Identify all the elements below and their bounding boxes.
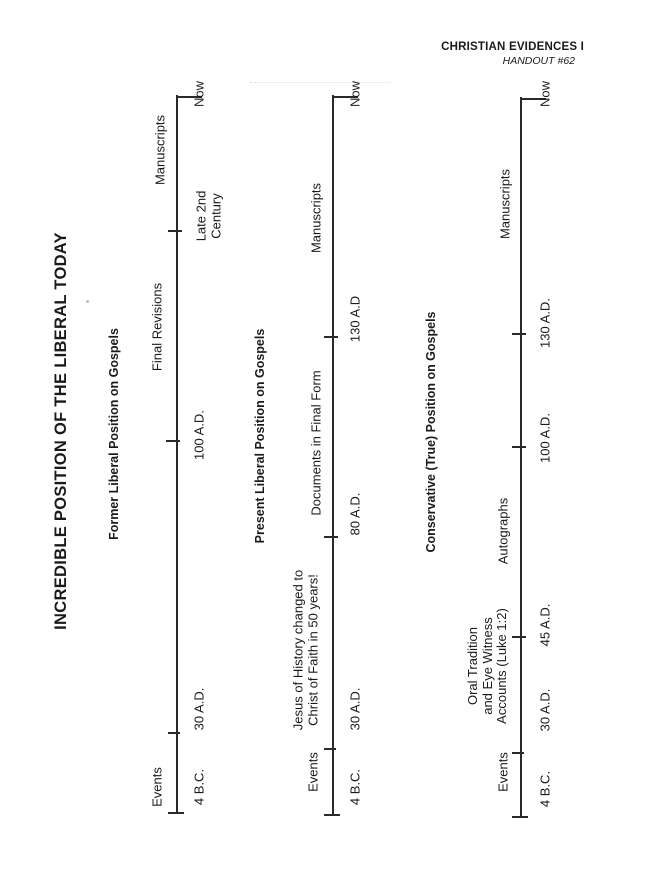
date-label: 130 A.D: [347, 295, 363, 343]
paper-speck: [86, 300, 89, 303]
date-label: 100 A.D.: [537, 413, 553, 463]
timeline-tick: [168, 732, 180, 734]
phase-label-events: Events: [149, 767, 165, 807]
phase-label-documents-final-form: Documents in Final Form: [308, 370, 324, 516]
date-label: 100 A.D.: [191, 410, 207, 460]
timeline-axis: [332, 95, 334, 815]
timeline-tick: [324, 336, 338, 338]
date-label: 30 A.D.: [347, 687, 363, 731]
timeline-tick: [324, 748, 336, 750]
date-label: 30 A.D.: [537, 688, 553, 732]
phase-label-manuscripts: Manuscripts: [152, 114, 168, 186]
date-label: Late 2nd Century: [193, 190, 223, 242]
timeline-tick: [166, 440, 180, 442]
date-label: 4 B.C.: [191, 768, 207, 806]
date-label: 30 A.D.: [191, 687, 207, 731]
page-title: INCREDIBLE POSITION OF THE LIBERAL TODAY: [51, 232, 70, 630]
phase-label-events: Events: [305, 752, 321, 792]
timeline-tick: [324, 536, 338, 538]
phase-label-autographs: Autographs: [495, 497, 511, 565]
date-label: 80 A.D.: [347, 492, 363, 536]
faint-stamp-mark: [250, 68, 390, 83]
timeline-tick: [512, 752, 524, 754]
timeline-tick: [324, 814, 340, 816]
section-heading-former-liberal: Former Liberal Position on Gospels: [107, 328, 121, 540]
phase-label-oral-tradition: Oral Tradition and Eye Witness Accounts (Luke 1:2): [465, 608, 510, 724]
date-label: 4 B.C.: [347, 768, 363, 806]
handout-number: HANDOUT #62: [502, 55, 575, 67]
date-label: Now: [347, 80, 363, 108]
timeline-tick: [168, 230, 182, 232]
timeline-tick: [512, 446, 526, 448]
timeline-axis: [176, 95, 178, 813]
timeline-tick: [512, 333, 526, 335]
date-label: 130 A.D.: [537, 298, 553, 348]
section-heading-conservative: Conservative (True) Position on Gospels: [424, 311, 438, 553]
date-label: Now: [537, 80, 553, 108]
date-label: Now: [191, 80, 207, 108]
timeline-tick: [168, 812, 184, 814]
phase-label-events: Events: [495, 752, 511, 792]
phase-label-change-claim: Jesus of History changed to Christ of Faith in 50 years!: [290, 569, 320, 731]
timeline-tick: [512, 816, 528, 818]
date-label: 4 B.C.: [537, 770, 553, 808]
phase-label-manuscripts: Manuscripts: [497, 168, 513, 240]
phase-label-final-revisions: Final Revisions: [149, 282, 165, 372]
timeline-tick: [512, 636, 526, 638]
section-heading-present-liberal: Present Liberal Position on Gospels: [253, 328, 267, 544]
course-title: CHRISTIAN EVIDENCES I: [441, 41, 584, 53]
timeline-axis: [520, 97, 522, 817]
date-label: 45 A.D.: [537, 603, 553, 647]
phase-label-manuscripts: Manuscripts: [308, 182, 324, 254]
